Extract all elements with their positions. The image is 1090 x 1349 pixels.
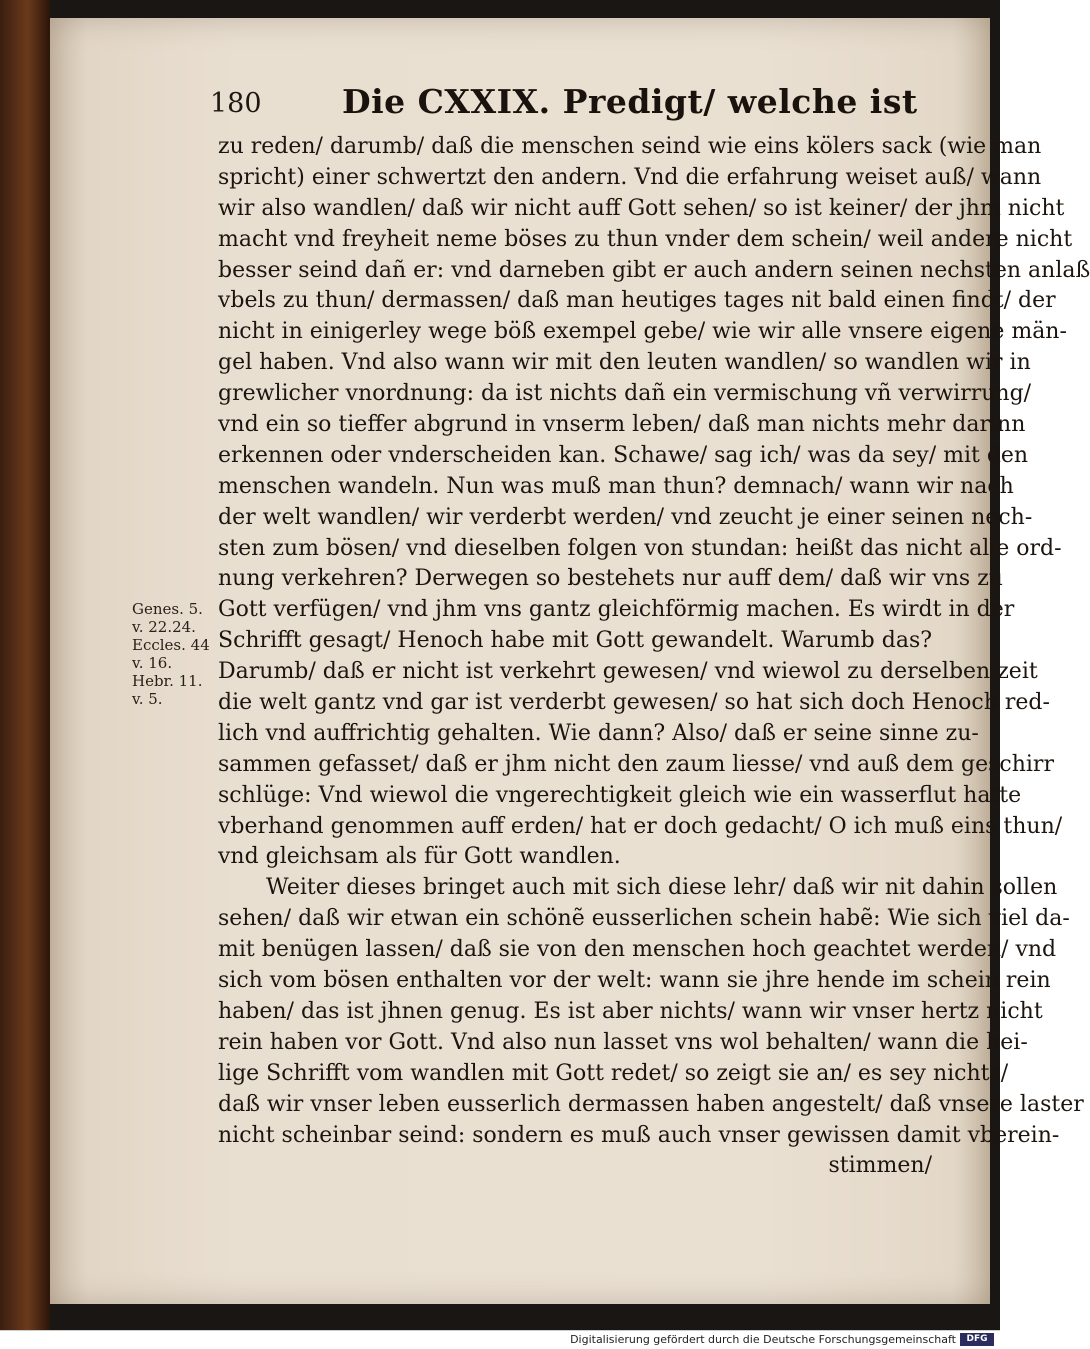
text-line: lige Schrifft vom wandlen mit Gott redet/ so zeigt sie an/ es sey nichts/ xyxy=(218,1060,1009,1086)
text-line: besser seind dañ er: vnd darneben gibt er auch andern seinen nechsten anlaß xyxy=(218,257,1090,283)
text-line: spricht) einer schwertzt den andern. Vnd die erfahrung weiset auß/ wann xyxy=(218,164,1042,190)
text-line: mit benügen lassen/ daß sie von den menschen hoch geachtet werden/ vnd xyxy=(218,937,1057,963)
text-line: zu reden/ darumb/ daß die menschen seind wie eins kölers sack (wie man xyxy=(218,134,1042,159)
footer-bar xyxy=(0,1330,1000,1349)
funding-credit: Digitalisierung gefördert durch die Deutsche Forschungsgemeinschaft xyxy=(570,1333,956,1346)
text-line: schlüge: Vnd wiewol die vngerechtigkeit gleich wie ein wasserflut hatte xyxy=(218,782,1022,808)
text-line: nicht in einigerley wege böß exempel gebe/ wie wir alle vnsere eigene män- xyxy=(218,319,1067,345)
text-line: Schrifft gesagt/ Henoch habe mit Gott gewandelt. Warumb das? xyxy=(218,628,933,654)
margin-note: v. 16. xyxy=(132,654,173,672)
running-title: Die CXXIX. Predigt/ welche ist xyxy=(342,82,918,121)
text-line: gel haben. Vnd also wann wir mit den leuten wandlen/ so wandlen wir in xyxy=(218,350,1031,376)
text-line: sten zum bösen/ vnd dieselben folgen von stundan: heißt das nicht alle ord- xyxy=(218,535,1062,561)
sermon-text xyxy=(218,132,1090,1182)
text-line: vberhand genommen auff erden/ hat er doch gedacht/ O ich muß eins thun/ xyxy=(218,813,1063,839)
text-line: nung verkehren? Derwegen so bestehets nur auff dem/ daß wir vns zu xyxy=(218,566,1003,592)
margin-notes xyxy=(132,600,218,708)
text-line: sich vom bösen enthalten vor der welt: wann sie jhre hende im schein rein xyxy=(218,968,1051,994)
text-line: Darumb/ daß er nicht ist verkehrt gewesen/ vnd wiewol zu derselben zeit xyxy=(218,659,1038,685)
book-spine xyxy=(0,0,50,1330)
text-line: sehen/ daß wir etwan ein schönẽ eusserlichen schein habẽ: Wie sich viel da- xyxy=(218,906,1070,932)
catchword-line: stimmen/ xyxy=(828,1153,932,1179)
text-line: wir also wandlen/ daß wir nicht auff Gott sehen/ so ist keiner/ der jhm nicht xyxy=(218,195,1065,221)
text-line: daß wir vnser leben eusserlich dermassen haben angestelt/ daß vnsere laster xyxy=(218,1091,1084,1117)
text-line: sammen gefasset/ daß er jhm nicht den zaum liesse/ vnd auß dem geschirr xyxy=(218,751,1054,777)
text-line: rein haben vor Gott. Vnd also nun lasset vns wol behalten/ wann die hei- xyxy=(218,1029,1028,1055)
text-line: grewlicher vnordnung: da ist nichts dañ ein vermischung vñ verwirrung/ xyxy=(218,381,1032,407)
paragraph-start-line: Weiter dieses bringet auch mit sich diese lehr/ daß wir nit dahin sollen xyxy=(266,875,1058,901)
text-line: vnd ein so tieffer abgrund in vnserm leben/ daß man nichts mehr darinn xyxy=(218,412,1026,438)
page-number: 180 xyxy=(210,88,262,119)
text-line: der welt wandlen/ wir verderbt werden/ vnd zeucht je einer seinen nech- xyxy=(218,504,1033,530)
margin-note: v. 5. xyxy=(132,690,163,708)
margin-note: Hebr. 11. xyxy=(132,672,203,690)
text-line: vnd gleichsam als für Gott wandlen. xyxy=(218,844,621,870)
page-header xyxy=(210,82,918,126)
text-line: erkennen oder vnderscheiden kan. Schawe/ sag ich/ was da sey/ mit den xyxy=(218,442,1029,468)
text-line: die welt gantz vnd gar ist verderbt gewesen/ so hat sich doch Henoch red- xyxy=(218,690,1050,716)
text-line: lich vnd auffrichtig gehalten. Wie dann? Also/ daß er seine sinne zu- xyxy=(218,720,979,746)
margin-note: Eccles. 44 xyxy=(132,636,210,654)
text-line: Gott verfügen/ vnd jhm vns gantz gleichförmig machen. Es wirdt in der xyxy=(218,597,1015,623)
dfg-logo: DFG xyxy=(960,1333,994,1346)
text-line: macht vnd freyheit neme böses zu thun vnder dem schein/ weil andere nicht xyxy=(218,226,1073,252)
margin-note: v. 22.24. xyxy=(132,618,196,636)
text-line: menschen wandeln. Nun was muß man thun? demnach/ wann wir nach xyxy=(218,473,1014,499)
text-line: vbels zu thun/ dermassen/ daß man heutiges tages nit bald einen findt/ der xyxy=(218,288,1056,314)
text-line: haben/ das ist jhnen genug. Es ist aber nichts/ wann wir vnser hertz nicht xyxy=(218,998,1043,1024)
text-line: nicht scheinbar seind: sondern es muß auch vnser gewissen damit vberein- xyxy=(218,1122,1060,1148)
margin-note: Genes. 5. xyxy=(132,600,203,618)
